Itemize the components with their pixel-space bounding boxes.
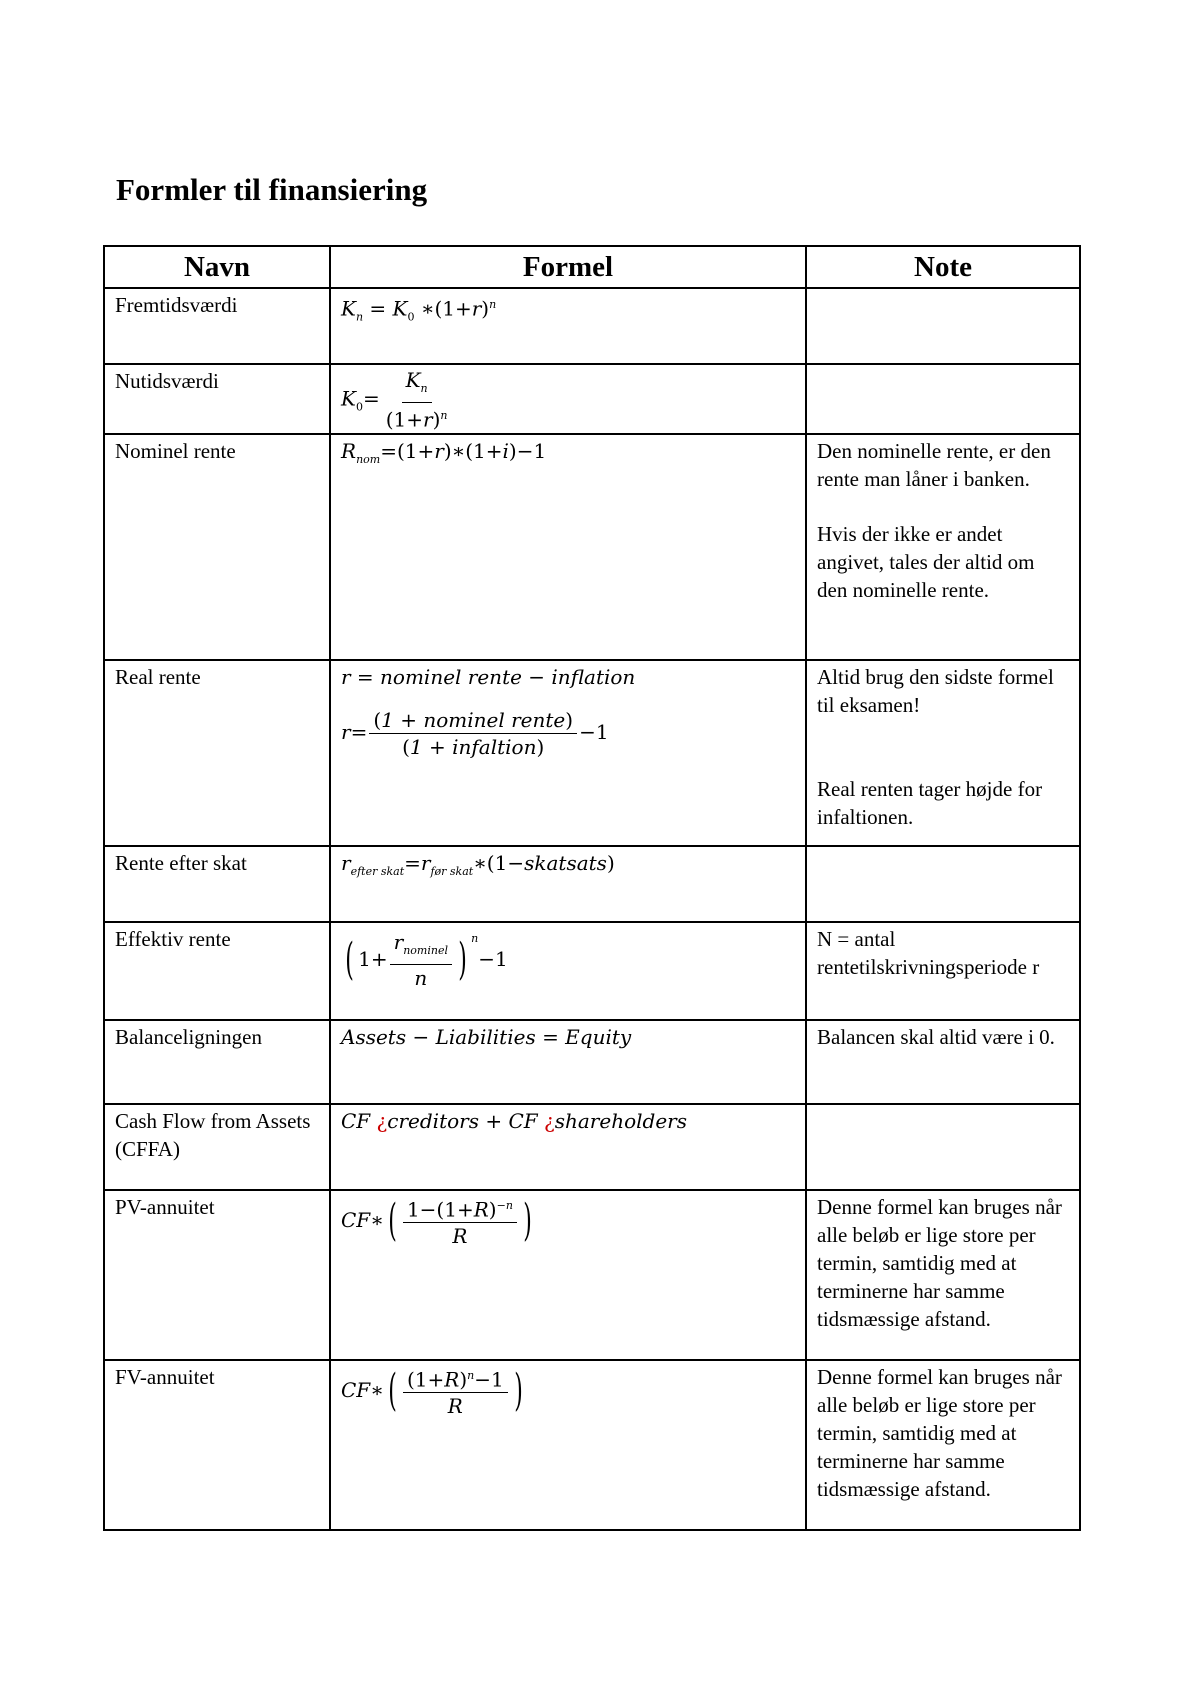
formula-present-value: $K_0=$ $\frac{K_n}{(1+r)^n}$ [330, 364, 806, 434]
formula-nominal-rate: $R_{nom}=(1+r)∗(1+i)-1$ [330, 434, 806, 660]
table-row [104, 1020, 1080, 1104]
formula-balance [330, 1020, 806, 1104]
row-name: Nominel rente [104, 434, 330, 660]
row-note [806, 1190, 1080, 1360]
row-name: Balanceligningen [104, 1020, 330, 1104]
formula-cffa-part: creditors + CF [387, 1108, 538, 1133]
row-note [806, 1020, 1080, 1104]
row-name: Real rente [104, 660, 330, 846]
formula-real-rate-simple: r = nominel rente − inflation [341, 664, 636, 689]
row-note [806, 922, 1080, 1020]
note-text: Denne formel kan bruges når alle beløb er lige store per termin, samtidig med at terminerne har samme tidsmæssige afstand. [817, 1194, 1062, 1331]
formula-fv-annuity: CF∗( $\frac{(1+R)^n-1}{R}$ ) [330, 1360, 806, 1530]
row-name: Nutidsværdi [104, 364, 330, 434]
row-name: FV-annuitet [104, 1360, 330, 1530]
formula-cffa-part: CF [341, 1108, 371, 1133]
table-row [104, 434, 1080, 660]
table-row [104, 288, 1080, 364]
row-note [806, 434, 1080, 660]
note-text: Real renten tager højde for infaltionen. [817, 776, 1043, 829]
table-header-row [104, 246, 1080, 288]
header-formel: Formel [330, 246, 806, 288]
formula-cffa-part: shareholders [554, 1108, 687, 1133]
note-text: Balancen skal altid være i 0. [817, 1024, 1055, 1049]
header-navn: Navn [104, 246, 330, 288]
header-note: Note [806, 246, 1080, 288]
row-note [806, 364, 1080, 434]
note-text: N = antal rentetilskrivningsperiode r [817, 926, 1040, 979]
formula-cffa [330, 1104, 806, 1190]
table-row [104, 922, 1080, 1020]
note-text: Hvis der ikke er andet angivet, tales der altid om den nominelle rente. [817, 521, 1035, 602]
table-row [104, 660, 1080, 846]
row-name: Rente efter skat [104, 846, 330, 922]
row-name: Fremtidsværdi [104, 288, 330, 364]
formula-effective-rate: ( 1+ $\frac{r_{nominel}}{n}$ ) $^n$−1 [330, 922, 806, 1020]
formula-balance-text: Assets − Liabilities = Equity [341, 1024, 632, 1049]
formula-real-rate-denominator: 1 + infaltion [409, 734, 537, 759]
formula-cffa-glyph: ¿ [544, 1108, 555, 1133]
row-note [806, 846, 1080, 922]
table-row [104, 846, 1080, 922]
row-name: Effektiv rente [104, 922, 330, 1020]
formula-cffa-glyph: ¿ [376, 1108, 388, 1133]
note-text: Denne formel kan bruges når alle beløb er lige store per termin, samtidig med at terminerne har samme tidsmæssige afstand. [817, 1364, 1062, 1501]
formula-real-rate: r = nominel rente − inflation r= $\frac{\text{(1 + nominel rente)}}{\text{(1 + infaltion)}}$ −1 [330, 660, 806, 846]
page-title: Formler til finansiering [116, 172, 428, 207]
table-row [104, 364, 1080, 434]
row-note [806, 660, 1080, 846]
formula-after-tax-rate: $r_{efter skat}=r_{før skat}∗(1-skatsats)$ [330, 846, 806, 922]
note-text: Altid brug den sidste formel til eksamen! [817, 664, 1054, 717]
row-name: PV-annuitet [104, 1190, 330, 1360]
formula-table [103, 245, 1081, 1531]
table-row [104, 1360, 1080, 1530]
formula-real-rate-numerator: 1 + nominel rente [381, 707, 566, 732]
row-note [806, 1360, 1080, 1530]
note-text: Den nominelle rente, er den rente man låner i banken. [817, 438, 1051, 491]
table-row [104, 1104, 1080, 1190]
row-note [806, 1104, 1080, 1190]
table-row [104, 1190, 1080, 1360]
formula-pv-annuity: CF∗( $\frac{1-(1+R)^{-n}}{R}$ ) [330, 1190, 806, 1360]
formula-future-value: $K_n = K_0$ $∗(1+r)^n$ [330, 288, 806, 364]
row-note [806, 288, 1080, 364]
row-name: Cash Flow from Assets (CFFA) [104, 1104, 330, 1190]
